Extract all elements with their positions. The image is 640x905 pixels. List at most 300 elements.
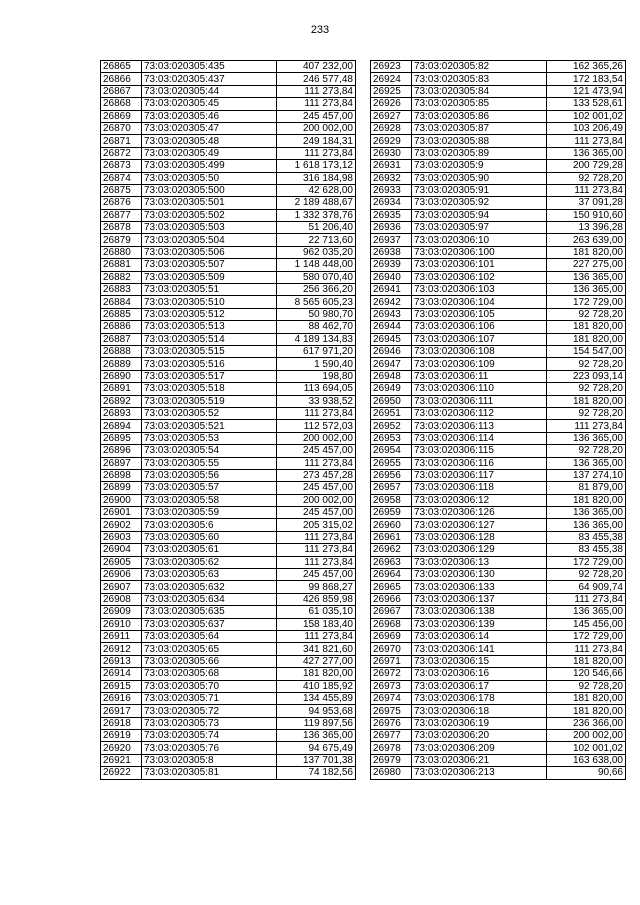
row-number: 26967 <box>371 606 412 618</box>
cadastral-number: 73:03:020305:87 <box>412 122 547 134</box>
table-row <box>371 457 626 469</box>
cadastral-value: 263 639,00 <box>547 234 626 246</box>
cadastral-value: 134 455,89 <box>277 692 356 704</box>
cadastral-value: 200 002,00 <box>277 494 356 506</box>
cadastral-value: 136 365,00 <box>547 457 626 469</box>
table-row <box>101 234 356 246</box>
cadastral-value: 1 148 448,00 <box>277 259 356 271</box>
cadastral-value: 111 273,84 <box>277 556 356 568</box>
cadastral-value: 136 365,00 <box>547 432 626 444</box>
cadastral-number: 73:03:020305:513 <box>142 321 277 333</box>
row-number: 26965 <box>371 581 412 593</box>
table-row <box>101 308 356 320</box>
cadastral-number: 73:03:020305:516 <box>142 358 277 370</box>
table-row <box>371 469 626 481</box>
table-row <box>371 345 626 357</box>
table-row <box>371 606 626 618</box>
table-row <box>101 717 356 729</box>
cadastral-number: 73:03:020306:116 <box>412 457 547 469</box>
row-number: 26979 <box>371 754 412 766</box>
table-row <box>371 172 626 184</box>
table-row <box>371 767 626 779</box>
table-row <box>371 197 626 209</box>
table-row <box>371 222 626 234</box>
cadastral-number: 73:03:020306:107 <box>412 333 547 345</box>
row-number: 26915 <box>101 680 142 692</box>
cadastral-number: 73:03:020306:137 <box>412 593 547 605</box>
cadastral-number: 73:03:020305:58 <box>142 494 277 506</box>
cadastral-value: 111 273,84 <box>277 531 356 543</box>
cadastral-number: 73:03:020306:129 <box>412 544 547 556</box>
cadastral-number: 73:03:020305:82 <box>412 61 547 73</box>
cadastral-number: 73:03:020306:18 <box>412 705 547 717</box>
table-row <box>101 668 356 680</box>
cadastral-value: 245 457,00 <box>277 445 356 457</box>
table-row <box>371 271 626 283</box>
table-row <box>101 209 356 221</box>
cadastral-number: 73:03:020306:126 <box>412 507 547 519</box>
cadastral-value: 13 396,28 <box>547 222 626 234</box>
row-number: 26959 <box>371 507 412 519</box>
row-number: 26900 <box>101 494 142 506</box>
cadastral-value: 103 206,49 <box>547 122 626 134</box>
cadastral-value: 181 820,00 <box>547 692 626 704</box>
row-number: 26974 <box>371 692 412 704</box>
cadastral-number: 73:03:020305:54 <box>142 445 277 457</box>
cadastral-number: 73:03:020306:100 <box>412 246 547 258</box>
cadastral-number: 73:03:020306:15 <box>412 655 547 667</box>
table-row <box>371 296 626 308</box>
row-number: 26928 <box>371 122 412 134</box>
table-row <box>371 370 626 382</box>
cadastral-value: 137 274,10 <box>547 469 626 481</box>
table-row <box>371 680 626 692</box>
table-row <box>101 531 356 543</box>
row-number: 26910 <box>101 618 142 630</box>
cadastral-value: 92 728,20 <box>547 172 626 184</box>
cadastral-value: 94 675,49 <box>277 742 356 754</box>
row-number: 26877 <box>101 209 142 221</box>
cadastral-value: 245 457,00 <box>277 482 356 494</box>
cadastral-value: 74 182,56 <box>277 767 356 779</box>
cadastral-value: 580 070,40 <box>277 271 356 283</box>
cadastral-value: 102 001,02 <box>547 742 626 754</box>
right-table-body <box>371 61 626 780</box>
cadastral-value: 8 565 605,23 <box>277 296 356 308</box>
table-row <box>371 420 626 432</box>
cadastral-number: 73:03:020305:92 <box>412 197 547 209</box>
cadastral-value: 94 953,68 <box>277 705 356 717</box>
cadastral-value: 410 185,92 <box>277 680 356 692</box>
row-number: 26902 <box>101 519 142 531</box>
cadastral-value: 50 980,70 <box>277 308 356 320</box>
row-number: 26903 <box>101 531 142 543</box>
table-row <box>101 85 356 97</box>
table-row <box>101 284 356 296</box>
cadastral-number: 73:03:020305:46 <box>142 110 277 122</box>
row-number: 26893 <box>101 407 142 419</box>
cadastral-number: 73:03:020306:16 <box>412 668 547 680</box>
row-number: 26906 <box>101 569 142 581</box>
row-number: 26908 <box>101 593 142 605</box>
row-number: 26969 <box>371 630 412 642</box>
table-row <box>101 494 356 506</box>
row-number: 26878 <box>101 222 142 234</box>
row-number: 26911 <box>101 630 142 642</box>
cadastral-value: 92 728,20 <box>547 308 626 320</box>
cadastral-number: 73:03:020305:55 <box>142 457 277 469</box>
table-row <box>371 395 626 407</box>
cadastral-number: 73:03:020306:128 <box>412 531 547 543</box>
cadastral-number: 73:03:020305:57 <box>142 482 277 494</box>
row-number: 26876 <box>101 197 142 209</box>
cadastral-value: 1 332 378,76 <box>277 209 356 221</box>
cadastral-number: 73:03:020305:63 <box>142 569 277 581</box>
cadastral-number: 73:03:020305:9 <box>412 160 547 172</box>
cadastral-number: 73:03:020306:111 <box>412 395 547 407</box>
cadastral-value: 246 577,48 <box>277 73 356 85</box>
table-row <box>371 531 626 543</box>
cadastral-value: 64 909,74 <box>547 581 626 593</box>
cadastral-value: 245 457,00 <box>277 569 356 581</box>
cadastral-number: 73:03:020305:64 <box>142 630 277 642</box>
table-row <box>371 61 626 73</box>
table-row <box>371 209 626 221</box>
table-row <box>371 160 626 172</box>
row-number: 26918 <box>101 717 142 729</box>
cadastral-value: 111 273,84 <box>547 135 626 147</box>
row-number: 26939 <box>371 259 412 271</box>
cadastral-value: 42 628,00 <box>277 184 356 196</box>
cadastral-number: 73:03:020306:213 <box>412 767 547 779</box>
cadastral-number: 73:03:020306:10 <box>412 234 547 246</box>
cadastral-number: 73:03:020305:509 <box>142 271 277 283</box>
cadastral-value: 92 728,20 <box>547 445 626 457</box>
row-number: 26978 <box>371 742 412 754</box>
table-row <box>371 73 626 85</box>
row-number: 26873 <box>101 160 142 172</box>
row-number: 26872 <box>101 147 142 159</box>
cadastral-number: 73:03:020305:52 <box>142 407 277 419</box>
row-number: 26975 <box>371 705 412 717</box>
cadastral-number: 73:03:020305:84 <box>412 85 547 97</box>
table-row <box>101 395 356 407</box>
row-number: 26977 <box>371 730 412 742</box>
row-number: 26946 <box>371 345 412 357</box>
cadastral-number: 73:03:020305:45 <box>142 98 277 110</box>
cadastral-number: 73:03:020305:70 <box>142 680 277 692</box>
table-row <box>101 98 356 110</box>
cadastral-number: 73:03:020305:72 <box>142 705 277 717</box>
cadastral-value: 617 971,20 <box>277 345 356 357</box>
cadastral-number: 73:03:020306:115 <box>412 445 547 457</box>
table-row <box>101 197 356 209</box>
row-number: 26964 <box>371 569 412 581</box>
cadastral-number: 73:03:020305:634 <box>142 593 277 605</box>
row-number: 26960 <box>371 519 412 531</box>
table-row <box>101 271 356 283</box>
row-number: 26944 <box>371 321 412 333</box>
cadastral-number: 73:03:020305:76 <box>142 742 277 754</box>
table-row <box>101 160 356 172</box>
row-number: 26871 <box>101 135 142 147</box>
cadastral-number: 73:03:020305:71 <box>142 692 277 704</box>
row-number: 26934 <box>371 197 412 209</box>
row-number: 26916 <box>101 692 142 704</box>
row-number: 26897 <box>101 457 142 469</box>
cadastral-value: 4 189 134,83 <box>277 333 356 345</box>
cadastral-value: 2 189 488,67 <box>277 197 356 209</box>
cadastral-value: 227 275,00 <box>547 259 626 271</box>
row-number: 26894 <box>101 420 142 432</box>
row-number: 26888 <box>101 345 142 357</box>
row-number: 26909 <box>101 606 142 618</box>
row-number: 26980 <box>371 767 412 779</box>
cadastral-number: 73:03:020305:65 <box>142 643 277 655</box>
cadastral-number: 73:03:020305:437 <box>142 73 277 85</box>
cadastral-number: 73:03:020305:499 <box>142 160 277 172</box>
cadastral-value: 158 183,40 <box>277 618 356 630</box>
cadastral-number: 73:03:020305:635 <box>142 606 277 618</box>
cadastral-number: 73:03:020306:110 <box>412 383 547 395</box>
row-number: 26912 <box>101 643 142 655</box>
cadastral-value: 245 457,00 <box>277 507 356 519</box>
cadastral-number: 73:03:020305:504 <box>142 234 277 246</box>
table-row <box>371 482 626 494</box>
row-number: 26963 <box>371 556 412 568</box>
cadastral-number: 73:03:020305:83 <box>412 73 547 85</box>
cadastral-value: 111 273,84 <box>277 630 356 642</box>
row-number: 26899 <box>101 482 142 494</box>
row-number: 26933 <box>371 184 412 196</box>
table-row <box>101 457 356 469</box>
cadastral-number: 73:03:020306:21 <box>412 754 547 766</box>
page-number: 233 <box>310 24 330 36</box>
cadastral-value: 81 879,00 <box>547 482 626 494</box>
cadastral-value: 111 273,84 <box>277 544 356 556</box>
row-number: 26868 <box>101 98 142 110</box>
cadastral-value: 172 729,00 <box>547 296 626 308</box>
cadastral-value: 119 897,56 <box>277 717 356 729</box>
table-row <box>101 692 356 704</box>
cadastral-number: 73:03:020306:13 <box>412 556 547 568</box>
row-number: 26883 <box>101 284 142 296</box>
cadastral-value: 341 821,60 <box>277 643 356 655</box>
cadastral-value: 200 002,00 <box>277 432 356 444</box>
cadastral-number: 73:03:020305:59 <box>142 507 277 519</box>
cadastral-number: 73:03:020305:507 <box>142 259 277 271</box>
row-number: 26895 <box>101 432 142 444</box>
cadastral-value: 198,80 <box>277 370 356 382</box>
cadastral-value: 205 315,02 <box>277 519 356 531</box>
table-row <box>371 581 626 593</box>
table-row <box>371 147 626 159</box>
row-number: 26957 <box>371 482 412 494</box>
cadastral-value: 136 365,00 <box>547 147 626 159</box>
cadastral-number: 73:03:020305:48 <box>142 135 277 147</box>
cadastral-value: 426 859,98 <box>277 593 356 605</box>
table-row <box>101 420 356 432</box>
table-row <box>371 668 626 680</box>
table-row <box>101 184 356 196</box>
row-number: 26954 <box>371 445 412 457</box>
table-row <box>101 606 356 618</box>
cadastral-number: 73:03:020306:127 <box>412 519 547 531</box>
cadastral-value: 37 091,28 <box>547 197 626 209</box>
row-number: 26941 <box>371 284 412 296</box>
cadastral-number: 73:03:020305:435 <box>142 61 277 73</box>
row-number: 26865 <box>101 61 142 73</box>
cadastral-number: 73:03:020306:209 <box>412 742 547 754</box>
cadastral-value: 88 462,70 <box>277 321 356 333</box>
cadastral-value: 223 093,14 <box>547 370 626 382</box>
cadastral-value: 136 365,00 <box>547 606 626 618</box>
cadastral-number: 73:03:020305:8 <box>142 754 277 766</box>
cadastral-number: 73:03:020305:50 <box>142 172 277 184</box>
cadastral-number: 73:03:020305:637 <box>142 618 277 630</box>
table-row <box>371 730 626 742</box>
table-row <box>101 135 356 147</box>
cadastral-number: 73:03:020305:94 <box>412 209 547 221</box>
cadastral-number: 73:03:020305:47 <box>142 122 277 134</box>
cadastral-number: 73:03:020306:178 <box>412 692 547 704</box>
table-row <box>371 358 626 370</box>
table-row <box>371 742 626 754</box>
row-number: 26885 <box>101 308 142 320</box>
cadastral-number: 73:03:020305:73 <box>142 717 277 729</box>
cadastral-number: 73:03:020305:502 <box>142 209 277 221</box>
row-number: 26890 <box>101 370 142 382</box>
cadastral-value: 111 273,84 <box>547 593 626 605</box>
cadastral-value: 181 820,00 <box>547 321 626 333</box>
cadastral-value: 83 455,38 <box>547 531 626 543</box>
table-row <box>101 767 356 779</box>
row-number: 26938 <box>371 246 412 258</box>
table-row <box>371 432 626 444</box>
table-row <box>371 333 626 345</box>
cadastral-number: 73:03:020305:500 <box>142 184 277 196</box>
row-number: 26870 <box>101 122 142 134</box>
cadastral-value: 1 618 173,12 <box>277 160 356 172</box>
row-number: 26950 <box>371 395 412 407</box>
table-row <box>101 358 356 370</box>
table-row <box>101 345 356 357</box>
row-number: 26914 <box>101 668 142 680</box>
table-row <box>371 494 626 506</box>
table-row <box>371 85 626 97</box>
table-row <box>101 544 356 556</box>
row-number: 26889 <box>101 358 142 370</box>
table-row <box>101 246 356 258</box>
cadastral-value: 407 232,00 <box>277 61 356 73</box>
cadastral-value: 61 035,10 <box>277 606 356 618</box>
cadastral-value: 99 868,27 <box>277 581 356 593</box>
table-row <box>101 581 356 593</box>
cadastral-number: 73:03:020305:518 <box>142 383 277 395</box>
cadastral-number: 73:03:020306:17 <box>412 680 547 692</box>
cadastral-value: 92 728,20 <box>547 383 626 395</box>
cadastral-value: 136 365,00 <box>547 271 626 283</box>
table-row <box>371 407 626 419</box>
cadastral-value: 136 365,00 <box>277 730 356 742</box>
row-number: 26875 <box>101 184 142 196</box>
row-number: 26874 <box>101 172 142 184</box>
cadastral-value: 92 728,20 <box>547 569 626 581</box>
cadastral-value: 51 206,40 <box>277 222 356 234</box>
cadastral-number: 73:03:020305:91 <box>412 184 547 196</box>
row-number: 26948 <box>371 370 412 382</box>
cadastral-value: 92 728,20 <box>547 358 626 370</box>
table-row <box>101 680 356 692</box>
row-number: 26929 <box>371 135 412 147</box>
row-number: 26891 <box>101 383 142 395</box>
cadastral-value: 172 183,54 <box>547 73 626 85</box>
row-number: 26947 <box>371 358 412 370</box>
row-number: 26926 <box>371 98 412 110</box>
cadastral-value: 162 365,26 <box>547 61 626 73</box>
cadastral-value: 200 729,28 <box>547 160 626 172</box>
cadastral-number: 73:03:020306:112 <box>412 407 547 419</box>
cadastral-value: 181 820,00 <box>547 333 626 345</box>
cadastral-value: 172 729,00 <box>547 630 626 642</box>
row-number: 26949 <box>371 383 412 395</box>
row-number: 26951 <box>371 407 412 419</box>
table-row <box>371 569 626 581</box>
cadastral-value: 249 184,31 <box>277 135 356 147</box>
row-number: 26913 <box>101 655 142 667</box>
row-number: 26919 <box>101 730 142 742</box>
row-number: 26869 <box>101 110 142 122</box>
cadastral-value: 111 273,84 <box>547 420 626 432</box>
table-row <box>101 618 356 630</box>
cadastral-value: 90,66 <box>547 767 626 779</box>
cadastral-value: 133 528,61 <box>547 98 626 110</box>
cadastral-number: 73:03:020306:139 <box>412 618 547 630</box>
cadastral-value: 22 713,60 <box>277 234 356 246</box>
cadastral-number: 73:03:020306:12 <box>412 494 547 506</box>
cadastral-value: 181 820,00 <box>547 655 626 667</box>
cadastral-number: 73:03:020306:19 <box>412 717 547 729</box>
cadastral-value: 121 473,94 <box>547 85 626 97</box>
cadastral-number: 73:03:020305:90 <box>412 172 547 184</box>
row-number: 26973 <box>371 680 412 692</box>
cadastral-number: 73:03:020306:104 <box>412 296 547 308</box>
table-row <box>371 507 626 519</box>
table-row <box>101 407 356 419</box>
cadastral-value: 111 273,84 <box>277 147 356 159</box>
cadastral-number: 73:03:020305:66 <box>142 655 277 667</box>
cadastral-number: 73:03:020305:68 <box>142 668 277 680</box>
table-row <box>371 556 626 568</box>
cadastral-value: 33 938,52 <box>277 395 356 407</box>
cadastral-number: 73:03:020306:118 <box>412 482 547 494</box>
cadastral-number: 73:03:020306:141 <box>412 643 547 655</box>
left-register-table <box>100 60 356 780</box>
cadastral-value: 137 701,38 <box>277 754 356 766</box>
table-row <box>101 556 356 568</box>
table-row <box>101 259 356 271</box>
cadastral-number: 73:03:020305:89 <box>412 147 547 159</box>
cadastral-value: 111 273,84 <box>277 407 356 419</box>
cadastral-value: 181 820,00 <box>547 395 626 407</box>
table-row <box>371 135 626 147</box>
table-row <box>371 110 626 122</box>
cadastral-number: 73:03:020306:114 <box>412 432 547 444</box>
row-number: 26931 <box>371 160 412 172</box>
table-row <box>101 569 356 581</box>
table-row <box>101 122 356 134</box>
table-row <box>101 370 356 382</box>
